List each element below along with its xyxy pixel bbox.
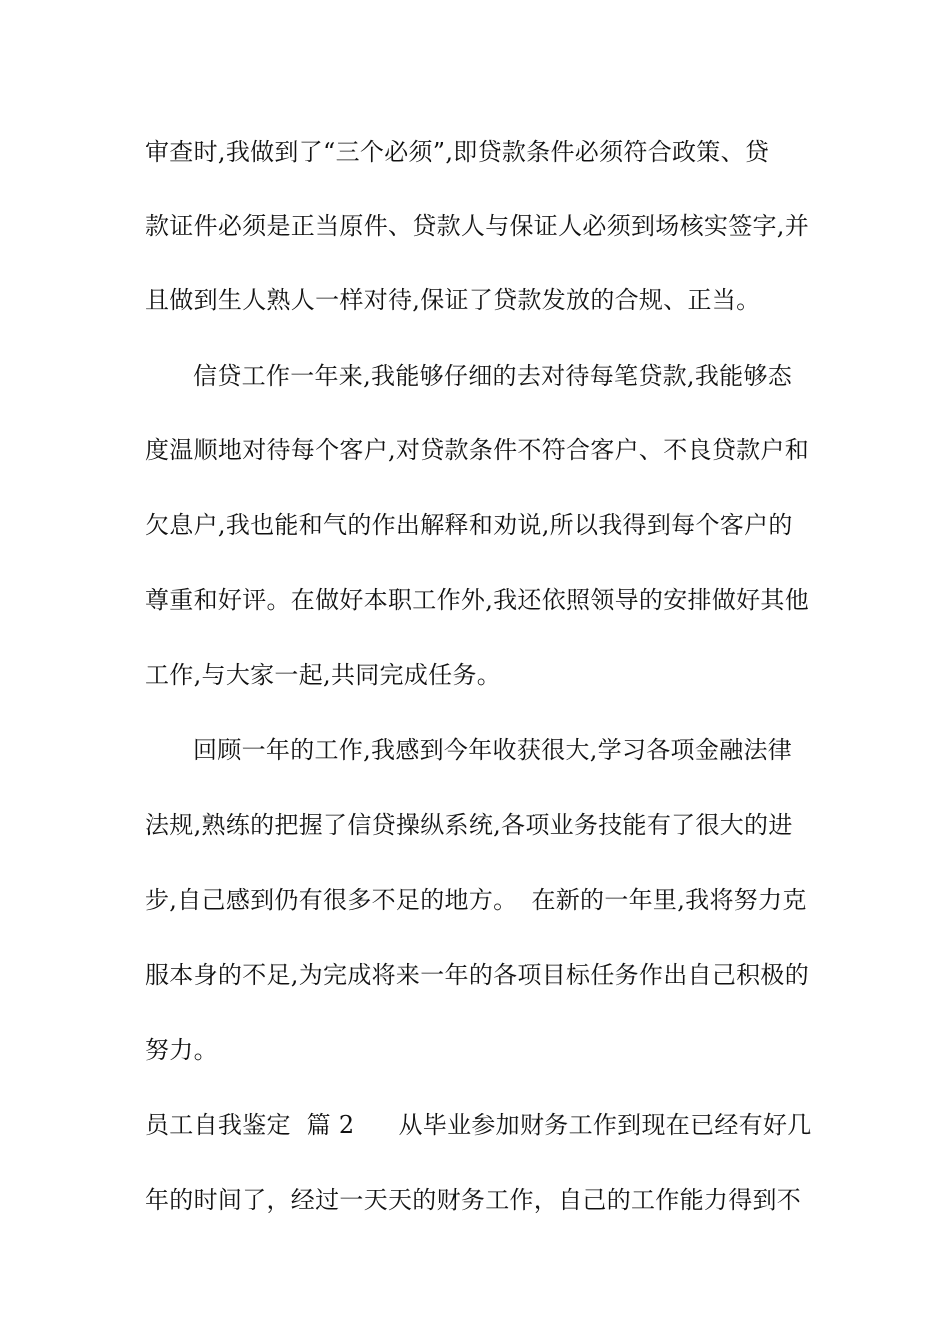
paragraph-1-line-3: 且做到生人熟人一样对待,保证了贷款发放的合规、正当。 [145,286,761,314]
paragraph-3-line-4: 服本身的不足,为完成将来一年的各项目标任务作出自己积极的 [145,961,810,989]
section-2-line-1 [145,1110,810,1140]
section-2-line-2: 年的时间了，经过一天天的财务工作，自己的工作能力得到不 [145,1186,802,1214]
paragraph-3-line-3-part-2: 在新的一年里,我将努力克 [531,886,807,914]
paragraph-2-line-3: 欠息户,我也能和气的作出解释和劝说,所以我得到每个客户的 [145,511,793,539]
paragraph-1-line-1: 审查时,我做到了“三个必须”,即贷款条件必须符合政策、贷 [145,138,770,166]
paragraph-2-line-1: 信贷工作一年来,我能够仔细的去对待每笔贷款,我能够态 [193,362,793,390]
paragraph-2-line-4: 尊重和好评。在做好本职工作外,我还依照领导的安排做好其他 [145,586,810,614]
paragraph-1-line-2: 款证件必须是正当原件、贷款人与保证人必须到场核实签字,并 [145,212,810,240]
paragraph-3-line-5: 努力。 [145,1036,218,1064]
section-2-text-start: 从毕业参加财务工作到现在已经有好几 [398,1111,812,1139]
paragraph-3-line-3 [145,885,810,915]
paragraph-2-line-2: 度温顺地对待每个客户,对贷款条件不符合客户、不良贷款户和 [145,436,810,464]
paragraph-3-line-2: 法规,熟练的把握了信贷操纵系统,各项业务技能有了很大的进 [145,811,793,839]
paragraph-2-line-5: 工作,与大家一起,共同完成任务。 [145,661,502,689]
paragraph-3-line-1: 回顾一年的工作,我感到今年收获很大,学习各项金融法律 [193,736,793,764]
section-2-heading: 员工自我鉴定 篇 2 [145,1111,355,1139]
paragraph-3-line-3-part-1: 步,自己感到仍有很多不足的地方。 [145,886,518,914]
